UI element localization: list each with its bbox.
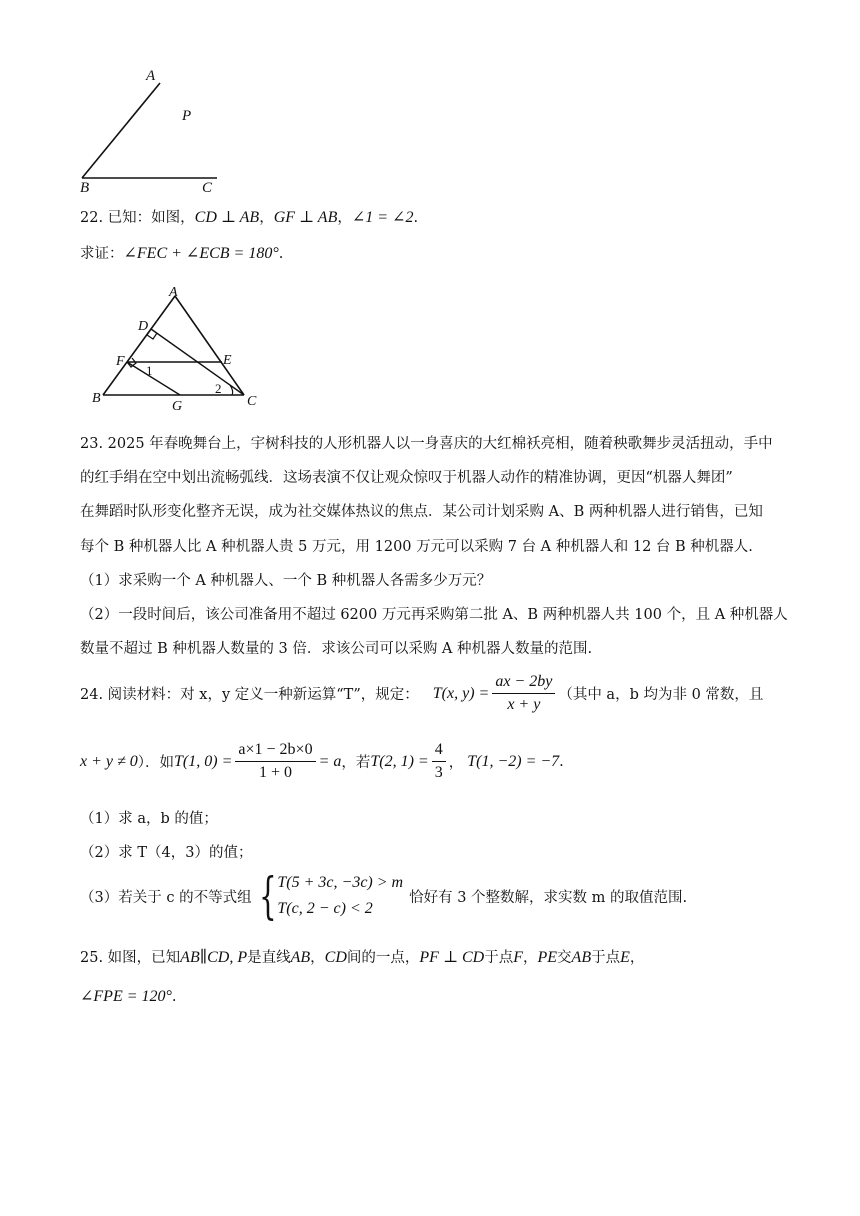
- q24-def-denominator: x + y: [507, 696, 541, 713]
- q24-t21-numerator: 4: [432, 740, 446, 762]
- q23-line-3: 在舞蹈时队形变化整齐无误，成为社交媒体热议的焦点．某公司计划采购 A、B 两种机器人进行销售，已知: [80, 504, 763, 520]
- q24-part-3: [80, 867, 688, 925]
- q24-def-note: （其中 a，b 均为非 0 常数，且: [558, 687, 764, 703]
- q22-cd-perp-ab: CD ⊥ AB: [194, 209, 260, 226]
- q25-pf-perp-cd: PF ⊥ CD: [419, 949, 485, 966]
- label-c: C: [247, 394, 257, 409]
- label-b: B: [80, 180, 90, 196]
- label-angle-2: 2: [215, 381, 222, 396]
- q23-line-7: 数量不超过 B 种机器人数量的 3 倍．求该公司可以采购 A 种机器人数量的范围.: [80, 641, 593, 657]
- label-d: D: [138, 319, 149, 334]
- q25-t4: 于点: [484, 950, 514, 966]
- q22-sep2: ，: [337, 210, 352, 226]
- q23-line-2: 的红手绢在空中划出流畅弧线．这场表演不仅让观众惊叹于机器人动作的精准协调，更因“机器人舞团”: [80, 470, 733, 486]
- q22-gf-perp-ab: GF ⊥ AB: [273, 209, 338, 226]
- q24-intro-line: [80, 672, 763, 715]
- q25-e: E: [620, 949, 630, 966]
- inequality-brace: {: [258, 867, 277, 925]
- label-c: C: [202, 180, 213, 196]
- q24-part-1: （1）求 a，b 的值；: [80, 811, 218, 827]
- q23-part-2: （2）一段时间后，该公司准备用不超过 6200 万元再采购第二批 A、B 两种机器人共 100 个，且 A 种机器人: [80, 607, 788, 623]
- q25-angle: ∠FPE = 120°: [80, 988, 172, 1005]
- q22-prove-line: [80, 242, 283, 263]
- q24-t12: T(1, −2) = −7: [467, 752, 560, 770]
- q23-part-1: （1）求采购一个 A 种机器人、一个 B 种机器人各需多少万元？: [80, 573, 492, 589]
- label-b: B: [92, 391, 101, 406]
- q24-t21-denominator: 3: [434, 764, 443, 781]
- q25-cd: CD: [324, 949, 347, 966]
- q25-f: F: [513, 949, 523, 966]
- label-f: F: [116, 354, 125, 369]
- q24-example-numerator: a×1 − 2b×0: [235, 740, 315, 762]
- label-g: G: [172, 399, 183, 412]
- q25-prefix: 25. 如图，已知: [80, 950, 181, 966]
- segment-fg: [127, 362, 180, 395]
- q22-prove-label: 求证：: [80, 246, 124, 262]
- label-p: P: [182, 108, 192, 124]
- q24-part3-prefix: （3）若关于 c 的不等式组: [80, 889, 252, 906]
- q24-example-fraction: [235, 740, 315, 783]
- q25-t7: 于点: [591, 950, 621, 966]
- q24-def-lhs: T(x, y) =: [432, 684, 490, 702]
- figure-angle-abc: [74, 66, 234, 196]
- q24-t21-fraction: [432, 740, 446, 783]
- q22-sep1: ，: [259, 210, 274, 226]
- q25-t2: ，: [310, 950, 325, 966]
- inequality-2: T(c, 2 − c) < 2: [277, 900, 373, 917]
- q24-t21-lhs: T(2, 1) =: [370, 752, 429, 770]
- q24-part-2: （2）求 T（4，3）的值；: [80, 845, 253, 861]
- q24-example-rhs: = a: [318, 752, 342, 770]
- inequality-system: [277, 870, 403, 922]
- q24-intro: 24. 阅读材料：对 x，y 定义一种新运算“T”，规定：: [80, 687, 419, 703]
- q25-pe: PE: [537, 949, 558, 966]
- q25-t8: ，: [629, 950, 645, 966]
- q25-t5: ，: [523, 950, 538, 966]
- q22-prove-expr: ∠FEC + ∠ECB = 180°: [123, 245, 279, 262]
- q22-end: .: [413, 210, 419, 226]
- q24-cond-end: ）．如: [137, 755, 175, 771]
- q23-line-4: 每个 B 种机器人比 A 种机器人贵 5 万元，用 1200 万元可以采购 7 台 A 种机器人和 12 台 B 种机器人.: [80, 539, 753, 555]
- q25-ab: AB: [290, 949, 311, 966]
- figure-triangle-abc: [88, 282, 268, 412]
- q24-t12-end: .: [559, 753, 564, 770]
- inequality-1: T(5 + 3c, −3c) > m: [277, 874, 404, 891]
- q22-angle-eq: ∠1 = ∠2: [351, 209, 414, 226]
- q24-condition: x + y ≠ 0: [80, 752, 138, 770]
- q25-t1: 是直线: [247, 950, 291, 966]
- q25-end: .: [171, 989, 177, 1005]
- label-angle-1: 1: [146, 363, 153, 378]
- q25-t6: 交: [557, 950, 572, 966]
- q22-prove-end: .: [278, 246, 284, 262]
- q24-example-line: [80, 740, 564, 783]
- q25-ab2: AB: [571, 949, 592, 966]
- q24-if-text: ，若: [341, 755, 371, 771]
- side-ab: [103, 296, 175, 395]
- q22-given-line: [80, 206, 418, 227]
- q24-def-fraction: [492, 672, 555, 715]
- q25-line-1: [80, 946, 644, 967]
- ray-ba: [82, 83, 160, 178]
- label-a: A: [169, 285, 178, 300]
- side-ac: [175, 296, 244, 395]
- q24-part3-suffix: 恰好有 3 个整数解，求实数 m 的取值范围.: [409, 889, 688, 906]
- q24-example-lhs: T(1, 0) =: [174, 752, 233, 770]
- q25-t3: 间的一点，: [346, 950, 420, 966]
- label-a: A: [146, 68, 156, 84]
- label-e: E: [223, 353, 232, 368]
- q25-line-2: [80, 986, 177, 1006]
- q22-prefix: 22. 已知：如图，: [80, 210, 195, 226]
- q24-example-denominator: 1 + 0: [258, 764, 292, 781]
- q24-t21-sep: ，: [448, 755, 464, 771]
- q23-line-1: 23. 2025 年春晚舞台上，宇树科技的人形机器人以一身喜庆的大红棉袄亮相，随着秧歌舞步灵活扭动，手中: [80, 436, 773, 452]
- q24-def-numerator: ax − 2by: [492, 672, 555, 694]
- q25-parallel: AB∥CD, P: [180, 949, 248, 966]
